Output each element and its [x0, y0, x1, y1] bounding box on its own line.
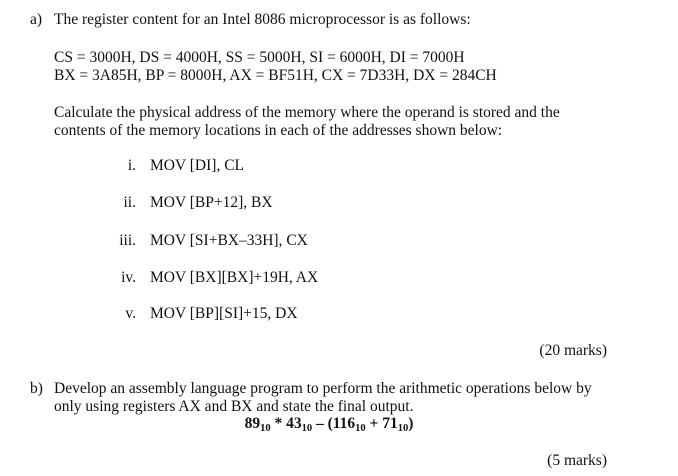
list-item-instruction: MOV [DI], CL — [150, 157, 244, 174]
expr-base-b: 10 — [301, 423, 313, 434]
question-b-text-line-1: Develop an assembly language program to perform the arithmetic operations below by — [54, 380, 592, 397]
question-a-marks: (20 marks) — [539, 342, 607, 359]
list-item-number: i. — [127, 157, 136, 174]
expr-base-a: 10 — [260, 423, 271, 434]
expr-base-c: 10 — [355, 423, 366, 434]
question-a-intro: The register content for an Intel 8086 microprocessor is as follows: — [54, 11, 471, 28]
expr-operand-c: 116 — [332, 415, 356, 432]
expr-base-d: 10 — [397, 423, 409, 434]
expr-close-paren: ) — [408, 415, 414, 432]
list-item-instruction: MOV [BP][SI]+15, DX — [150, 305, 298, 322]
question-b-marks: (5 marks) — [547, 452, 607, 469]
list-item-number: v. — [125, 305, 136, 322]
question-a-label: a) — [30, 11, 43, 28]
expr-operand-a: 89 — [244, 415, 261, 432]
expr-operator-multiply: * — [270, 415, 287, 432]
arithmetic-expression — [0, 415, 678, 435]
expr-operator-plus: + — [365, 415, 383, 432]
list-item-instruction: MOV [BP+12], BX — [150, 194, 273, 211]
task-instruction-line-1: Calculate the physical address of the memory where the operand is stored and the — [54, 104, 560, 121]
expr-operand-b: 43 — [286, 415, 302, 432]
list-item-instruction: MOV [BX][BX]+19H, AX — [150, 269, 319, 286]
list-item-number: iv. — [121, 269, 136, 286]
register-values-line-1: CS = 3000H, DS = 4000H, SS = 5000H, SI = 6000H, DI = 7000H — [54, 49, 465, 66]
expr-operand-d: 71 — [382, 415, 398, 432]
list-item-instruction: MOV [SI+BX–33H], CX — [150, 232, 308, 249]
question-b-label: b) — [30, 380, 43, 397]
question-b-text-line-2: only using registers AX and BX and state the final output. — [54, 398, 414, 415]
task-instruction-line-2: contents of the memory locations in each of the addresses shown below: — [54, 122, 503, 139]
expr-operator-minus: – ( — [312, 415, 333, 432]
list-item-number: ii. — [123, 194, 136, 211]
list-item-number: iii. — [119, 232, 136, 249]
register-values-line-2: BX = 3A85H, BP = 8000H, AX = BF51H, CX = 7D33H, DX = 284CH — [54, 67, 497, 84]
